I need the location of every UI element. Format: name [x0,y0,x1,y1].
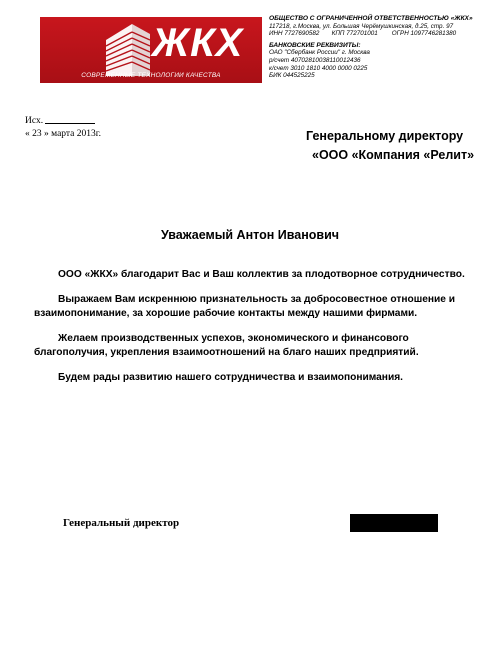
logo-slogan: СОВРЕМЕННЫЕ ТЕХНОЛОГИИ КАЧЕСТВА [81,72,221,79]
letter-date: « 23 » марта 2013г. [25,129,101,139]
building-icon [102,20,154,78]
signatory-title: Генеральный директор [63,517,180,529]
paragraph: Желаем производственных успехов, экономического и финансового благополучия, укрепления взаимоотношений на благо наших предприятий. [34,333,419,358]
company-address: 117218, г.Москва, ул. Большая Черёмушкинская, д.25, стр. 97 [269,22,454,30]
company-logo [40,17,262,83]
greeting: Уважаемый Антон Иванович [160,228,340,242]
company-kpp: КПП 772701001 [331,30,378,38]
redacted-signature [350,514,438,532]
addressee-line1: Генеральному директору [306,129,464,143]
addressee-line2: «ООО «Компания «Релит» [312,148,475,162]
letter-body [34,268,474,396]
company-details [269,15,494,80]
bank-account: р/счет 40702810038110012436 [269,56,361,64]
bank-corr-account: к/счет 3010 1810 4000 0000 0225 [269,64,368,72]
logo-wordmark: ЖКХ [152,21,244,65]
company-registration [269,30,494,38]
outgoing-number-blank [45,123,95,124]
bank-header: БАНКОВСКИЕ РЕКВИЗИТЫ: [269,41,361,49]
bank-name: ОАО "Сбербанк России" г. Москва [269,49,370,57]
company-name: ОБЩЕСТВО С ОГРАНИЧЕННОЙ ОТВЕТСТВЕННОСТЬЮ «ЖКХ» [269,15,473,22]
paragraph: Выражаем Вам искреннюю признательность за добросовестное отношение и взаимопонимание, за хорошие рабочие контакты между нашими фирмами. [34,294,456,319]
company-inn: ИНН 7727690582 [269,30,320,38]
paragraph: ООО «ЖКХ» благодарит Вас и Ваш коллектив за плодотворное сотрудничество. [58,269,465,280]
outgoing-reference [25,115,101,141]
company-ogrn: ОГРН 1097746281380 [391,30,457,38]
outgoing-label: Исх. [25,116,44,126]
addressee [306,127,474,165]
paragraph: Будем рады развитию нашего сотрудничества и взаимопонимания. [58,372,403,383]
bank-bik: БИК 044525225 [269,72,315,80]
